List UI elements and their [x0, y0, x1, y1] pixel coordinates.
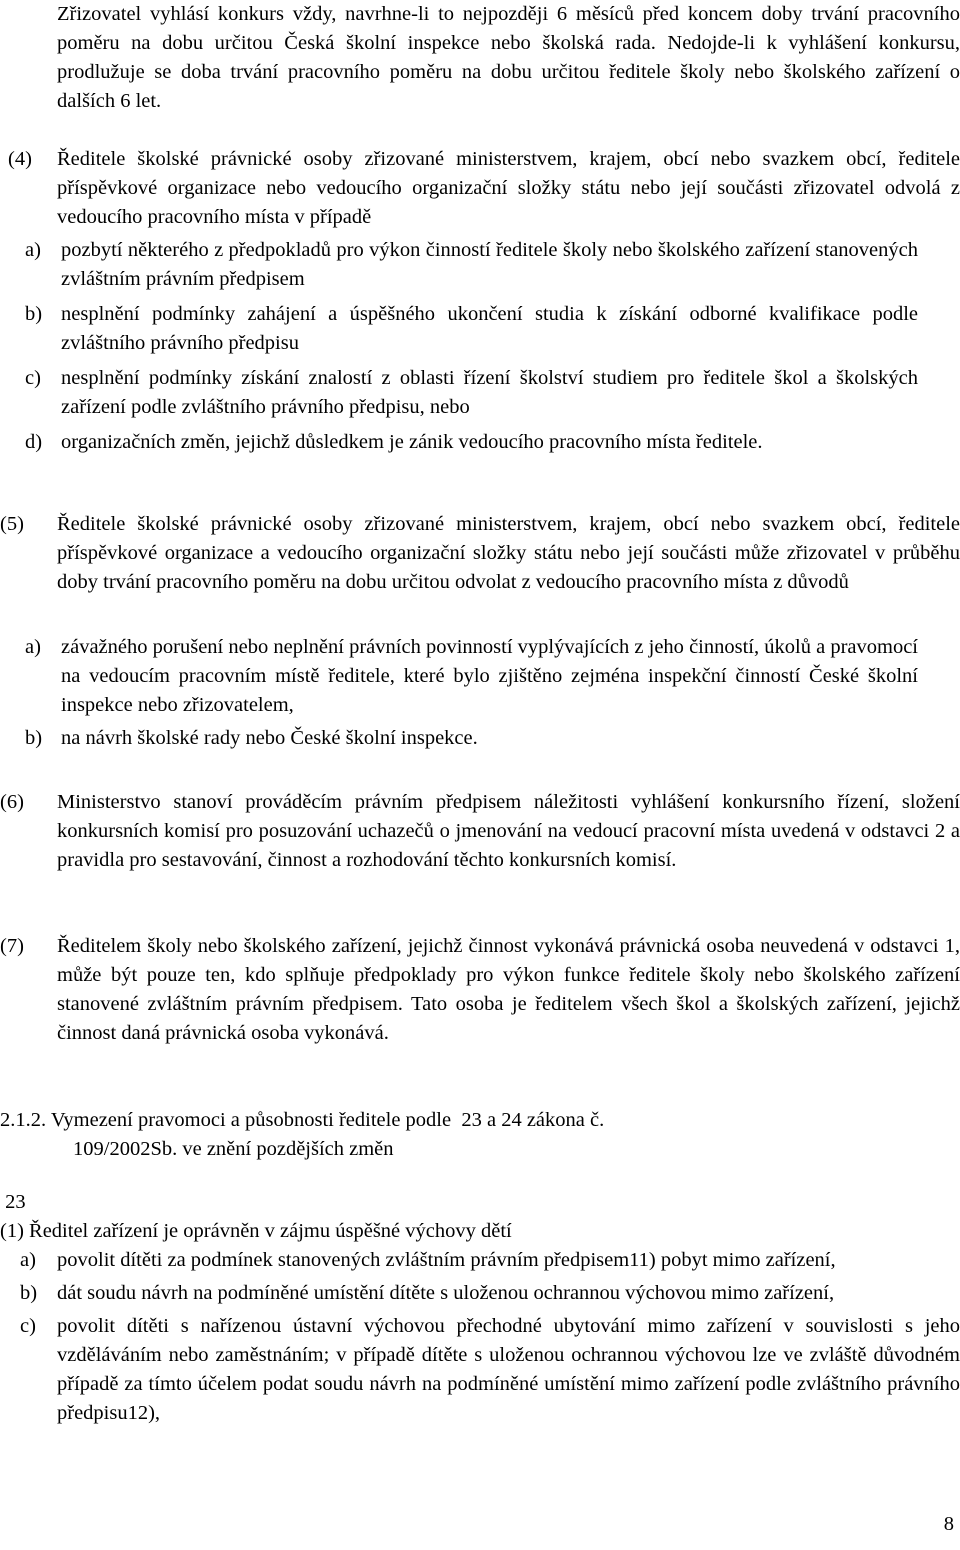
- section-5-text: Ředitele školské právnické osoby zřizované ministerstvem, krajem, obcí nebo svazkem obcí, ředitele příspěvkové organizace a vedoucího organizační složky státu nebo její součásti může zřizovatel v průběhu doby trvání pracovního poměru na dobu určitou odvolat z vedoucího pracovního místa z důvodů: [57, 513, 960, 593]
- list-marker: b): [25, 727, 43, 749]
- list-item-text: povolit dítěti za podmínek stanovených zvláštním právním předpisem11) pobyt mimo zařízení,: [57, 1249, 836, 1271]
- heading-line-1: 2.1.2. Vymezení pravomoci a působnosti ředitele podle 23 a 24 zákona č.: [0, 1109, 605, 1131]
- section-7-number: (7): [0, 935, 24, 957]
- paragraph-title: (1) Ředitel zařízení je oprávněn v zájmu úspěšné výchovy dětí: [0, 1220, 512, 1242]
- paragraph-label: 23: [0, 1191, 26, 1213]
- list-item: [25, 724, 918, 753]
- heading-line-2: 109/2002Sb. ve znění pozdějších změn: [73, 1138, 394, 1160]
- paragraph-23: [0, 1188, 960, 1246]
- section-5: [0, 510, 960, 597]
- section-5-number: (5): [0, 513, 24, 535]
- list-item-text: závažného porušení nebo neplnění právních povinností vyplývajících z jeho činností, úkolů a pravomocí na vedoucím pracovním místě ředitele, které bylo zjištěno zejména inspekční činností České školní inspekce nebo zřizovatelem,: [61, 636, 918, 716]
- list-item: [25, 428, 918, 457]
- section-7: [0, 932, 960, 1048]
- section-4-list: [25, 236, 918, 457]
- list-item: [25, 236, 918, 294]
- list-item-text: organizačních změn, jejichž důsledkem je zánik vedoucího pracovního místa ředitele.: [61, 431, 763, 453]
- list-item-text: nesplnění podmínky získání znalostí z oblasti řízení školství studiem pro ředitele škol a školských zařízení podle zvláštního právního předpisu, nebo: [61, 367, 918, 418]
- list-marker: b): [25, 303, 43, 325]
- list-item-text: dát soudu návrh na podmíněné umístění dítěte s uloženou ochrannou výchovou mimo zařízení,: [57, 1282, 835, 1304]
- section-heading: [0, 1106, 960, 1164]
- list-marker: c): [25, 367, 41, 389]
- list-item-text: pozbytí některého z předpokladů pro výkon činností ředitele školy nebo školského zařízení stanovených zvláštním právním předpisem: [61, 239, 918, 290]
- section-4-text: Ředitele školské právnické osoby zřizované ministerstvem, krajem, obcí nebo svazkem obcí, ředitele příspěvkové organizace nebo vedoucího organizační složky státu nebo její součásti zřizovatel odvolá z vedoucího pracovního místa v případě: [57, 148, 960, 228]
- section-4-number: (4): [8, 148, 32, 170]
- list-marker: a): [25, 636, 41, 658]
- list-marker: a): [25, 239, 41, 261]
- list-marker: a): [20, 1249, 36, 1271]
- section-6-text: Ministerstvo stanoví prováděcím právním předpisem náležitosti vyhlášení konkursního řízení, složení konkursních komisí pro posuzování uchazečů o jmenování na vedoucí pracovní místa uvedená v odstavci 2 a pravidla pro sestavování, činnost a rozhodování těchto konkursních komisí.: [57, 791, 960, 871]
- section-7-text: Ředitelem školy nebo školského zařízení, jejichž činnost vykonává právnická osoba neuvedená v odstavci 1, může být pouze ten, kdo splňuje předpoklady pro výkon funkce ředitele školy nebo školského zařízení stanovené zvláštním právním předpisem. Tato osoba je ředitelem všech škol a školských zařízení, jejichž činnost daná právnická osoba vykonává.: [57, 935, 960, 1044]
- list-item-text: na návrh školské rady nebo České školní inspekce.: [61, 727, 478, 749]
- list-item: [20, 1279, 960, 1308]
- list-item: [20, 1312, 960, 1428]
- section-6-number: (6): [0, 791, 24, 813]
- list-marker: c): [20, 1315, 36, 1337]
- list-item-text: povolit dítěti s nařízenou ústavní výchovou přechodné ubytování mimo zařízení v souvislosti s jeho vzděláváním nebo zaměstnáním; v případě dítěte s uloženou ochrannou výchovou lze ve zvláště důvodném případě za tímto účelem podat soudu návrh na podmíněné umístění mimo zařízení podle zvláštního právního předpisu12),: [57, 1315, 960, 1424]
- intro-paragraph: [57, 0, 960, 116]
- section-6: [0, 788, 960, 875]
- section-4: [0, 145, 960, 232]
- list-marker: d): [25, 431, 43, 453]
- list-item: [25, 364, 918, 422]
- list-item-text: nesplnění podmínky zahájení a úspěšného ukončení studia k získání odborné kvalifikace podle zvláštního právního předpisu: [61, 303, 918, 354]
- list-item: [20, 1246, 960, 1275]
- list-item: [25, 300, 918, 358]
- section-5-list: [25, 633, 918, 753]
- list-marker: b): [20, 1282, 38, 1304]
- list-item: [25, 633, 918, 720]
- intro-text: Zřizovatel vyhlásí konkurs vždy, navrhne-li to nejpozději 6 měsíců před koncem doby trvání pracovního poměru na dobu určitou Česká školní inspekce nebo školská rada. Nedojde-li k vyhlášení konkursu, prodlužuje se doba trvání pracovního poměru na dobu určitou ředitele školy nebo školského zařízení o dalších 6 let.: [57, 3, 960, 112]
- page-number: 8: [943, 1513, 954, 1535]
- paragraph-23-list: [20, 1246, 960, 1428]
